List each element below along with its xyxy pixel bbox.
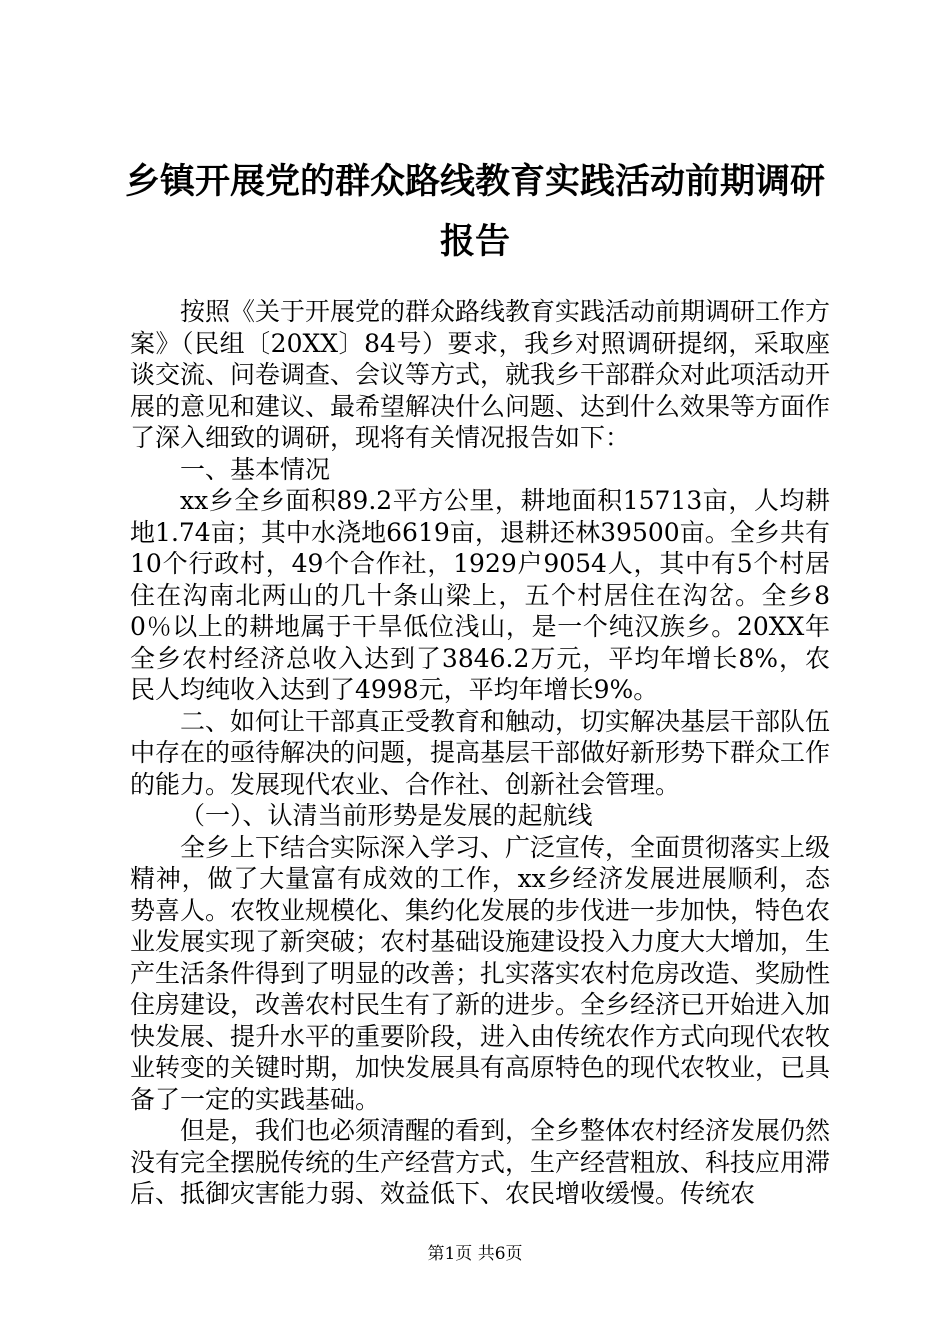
section-heading-cadres: 二、如何让干部真正受教育和触动，切实解决基层干部队伍中存在的亟待解决的问题，提高基层干部做好新形势下群众工作的能力。发展现代农业、合作社、创新社会管理。	[130, 706, 831, 799]
paragraph-basic-situation: xx乡全乡面积89.2平方公里，耕地面积15713亩，人均耕地1.74亩；其中水浇地6619亩，退耕还林39500亩。全乡共有10个行政村，49个合作社，1929户9054人，其中有5个村居住在沟南北两山的几十条山梁上，五个村居住在沟岔。全乡80％以上的耕地属于干旱低位浅山，是一个纯汉族乡。20XX年全乡农村经济总收入达到了3846.2万元，平均年增长8%，农民人均纯收入达到了4998元，平均年增长9%。	[130, 486, 830, 704]
page-number-footer: 第1页 共6页	[427, 1244, 523, 1264]
paragraph-progress: 全乡上下结合实际深入学习、广泛宣传，全面贯彻落实上级精神，做了大量富有成效的工作，xx乡经济发展进展顺利，态势喜人。农牧业规模化、集约化发展的步伐进一步加快，特色农业发展实现了新突破；农村基础设施建设投入力度大大增加，生产生活条件得到了明显的改善；扎实落实农村危房改造、奖励性住房建设，改善农村民生有了新的进步。全乡经济已开始进入加快发展、提升水平的重要阶段，进入由传统农作方式向现代农牧业转变的关键时期，加快发展具有高原特色的现代农牧业，已具备了一定的实践基础。	[130, 832, 831, 1114]
section-heading-basic-situation: 一、基本情况	[180, 454, 331, 484]
subsection-heading-situation: （一）、认清当前形势是发展的起航线	[180, 801, 593, 830]
document-body	[130, 296, 830, 1210]
document-title-line-1: 乡镇开展党的群众路线教育实践活动前期调研	[124, 162, 825, 202]
paragraph-intro: 按照《关于开展党的群众路线教育实践活动前期调研工作方案》（民组〔20XX〕84号）要求，我乡对照调研提纲，采取座谈交流、问卷调查、会议等方式，就我乡干部群众对此项活动开展的意见和建议、最希望解决什么问题、达到什么效果等方面作了深入细致的调研，现将有关情况报告如下：	[130, 297, 831, 452]
paragraph-challenges: 但是，我们也必须清醒的看到，全乡整体农村经济发展仍然没有完全摆脱传统的生产经营方式，生产经营粗放、科技应用滞后、抵御灾害能力弱、效益低下、农民增收缓慢。传统农	[130, 1116, 831, 1208]
document-title-line-2: 报告	[439, 222, 510, 262]
